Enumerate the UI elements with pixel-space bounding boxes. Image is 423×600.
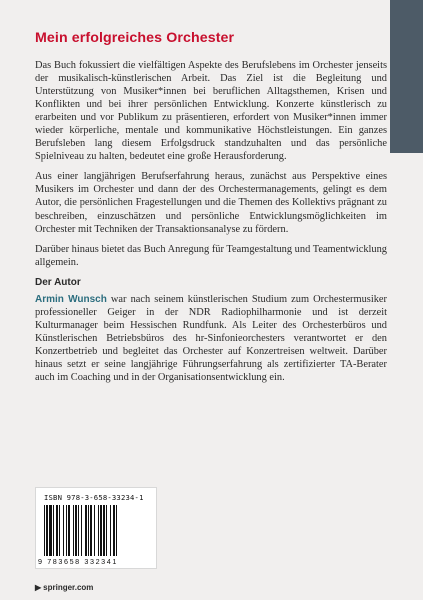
- barcode-bar: [116, 505, 117, 556]
- barcode-bar: [56, 505, 58, 556]
- barcode-bar: [46, 505, 48, 556]
- barcode-bar: [78, 505, 79, 556]
- blurb-paragraph-1: Das Buch fokussiert die vielfältigen Aspekte des Berufslebens im Orchester jenseits der musikalisch-künstlerischen Arbeit. Das Ziel ist die Begleitung und Unterstützung von Musiker*innen bei beruflichen Alltagsthemen, Krisen und Konflikten und bei ihrer persönlichen Entwicklung. Konzerte künstlerisch zu erarbeiten und vor Publikum zu präsentieren, erfordert von Musiker*innen immer wieder körperliche, mentale und kommunikative Höchstleistungen. Ein ganzes Berufsleben lang diesem Erfolgsdruck standzuhalten und das persönliche Spielniveau zu halten, bedeutet eine große Herausforderung.: [35, 60, 387, 163]
- barcode-icon: [44, 505, 148, 556]
- author-heading: Der Autor: [35, 276, 81, 288]
- barcode-bar: [73, 505, 74, 556]
- barcode-bar: [66, 505, 67, 556]
- barcode-bar: [49, 505, 52, 556]
- isbn-label: ISBN 978-3-658-33234-1: [44, 493, 144, 502]
- barcode-bar: [110, 505, 111, 556]
- barcode-digits: 9 783658 332341: [38, 557, 118, 566]
- barcode-bar: [63, 505, 64, 556]
- arrow-right-icon: ▶: [35, 583, 42, 592]
- blurb-paragraph-3: Darüber hinaus bietet das Buch Anregung für Teamgestaltung und Teamentwicklung allgemein.: [35, 243, 387, 268]
- book-title: Mein erfolgreiches Orchester: [35, 30, 235, 46]
- publisher-url: springer.com: [43, 583, 94, 592]
- author-name: Armin Wunsch: [35, 293, 107, 305]
- author-bio: [35, 293, 387, 384]
- barcode-bar: [90, 505, 92, 556]
- barcode-box: [35, 487, 157, 569]
- barcode-bar: [59, 505, 60, 556]
- barcode-bar: [81, 505, 82, 556]
- barcode-bar: [88, 505, 89, 556]
- publisher-link[interactable]: [35, 583, 93, 592]
- blurb-text: [35, 59, 387, 391]
- barcode-bar: [100, 505, 102, 556]
- author-bio-text: war nach seinem künstlerischen Studium zum Orchestermusiker professioneller Geiger in der NDR Radiophilharmonie und ist derzeit Kulturmanager beim Hessischen Rundfunk. Als Leiter des Orchesterbüros und Künstlerischen Betriebsbüros des hr-Sinfonieorchesters verantwortet er den Konzertbetrieb und begleitet das Orchester auf Konzertreisen weltweit. Darüber hinaus setzt er seine langjährige Führungserfahrung als zertifizierter TA-Berater auch im Coaching und in der Organisationsentwicklung ein.: [35, 293, 387, 384]
- barcode-bar: [103, 505, 105, 556]
- barcode-bar: [44, 505, 45, 556]
- barcode-bar: [94, 505, 95, 556]
- barcode-bar: [85, 505, 87, 556]
- barcode-bar: [68, 505, 70, 556]
- barcode-bar: [53, 505, 54, 556]
- barcode-bar: [98, 505, 99, 556]
- barcode-bar: [75, 505, 77, 556]
- barcode-bar: [106, 505, 107, 556]
- blurb-paragraph-2: Aus einer langjährigen Berufserfahrung heraus, zunächst aus Perspektive eines Musikers im Orchester und dann der des Orchestermanagements, gelingt es dem Autor, die persönlichen Fragestellungen und die Themen des Kollektivs prägnant zu beschreiben, einzuschätzen und persönliche Entwicklungsmöglichkeiten im Orchester mit Techniken der Transaktionsanalyse zu fördern.: [35, 171, 387, 235]
- side-color-tab: [390, 0, 423, 153]
- barcode-bar: [113, 505, 115, 556]
